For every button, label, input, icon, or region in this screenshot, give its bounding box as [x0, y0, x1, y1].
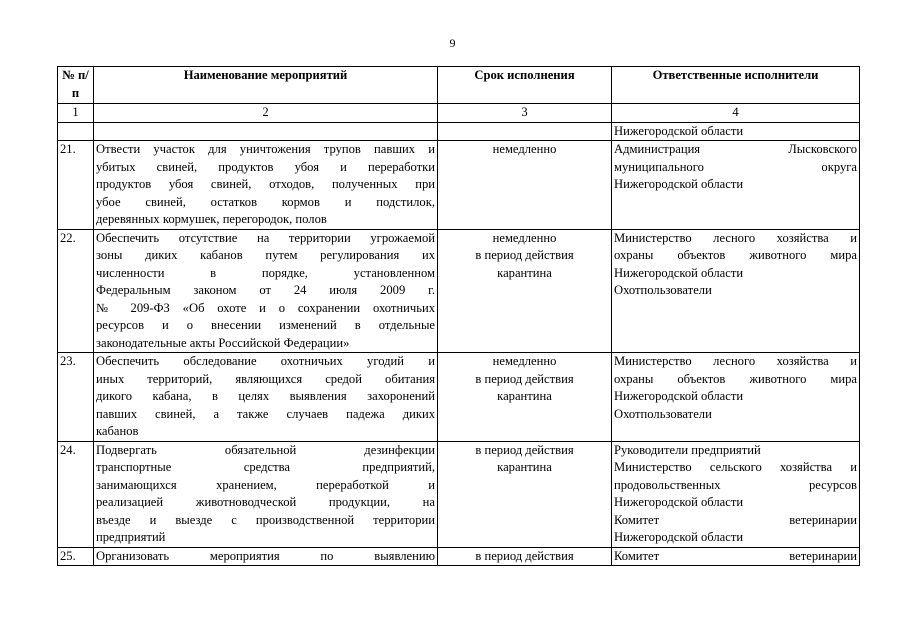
measure-name-line: ресурсов и о внесении изменений в отдельные	[96, 318, 435, 332]
responsible-line: Администрация Лысковского	[614, 142, 857, 156]
page-number: 9	[449, 36, 456, 50]
responsible-line: Комитет ветеринарии	[614, 512, 857, 527]
measure-name-line: продуктов убоя свиней, отходов, полученных при	[96, 177, 435, 191]
measure-name-line: Отвести участок для уничтожения трупов павших и	[96, 142, 435, 156]
measure-name-line: убитых свиней, продуктов убоя и переработки	[96, 159, 435, 174]
measure-name-line: Федеральным законом от 24 июля 2009 г.	[96, 283, 435, 297]
measure-name-line: зоны диких кабанов путем регулирования их	[96, 248, 435, 262]
row-number: 23.	[58, 353, 94, 442]
measure-name-line: Организовать мероприятия по выявлению	[96, 548, 435, 563]
deadline-line: в период действия	[475, 248, 574, 262]
column-index: 1	[58, 104, 94, 123]
responsible	[612, 441, 860, 547]
responsible-line: Нижегородской области	[614, 495, 744, 509]
measure-name	[94, 141, 438, 230]
deadline	[438, 353, 612, 442]
continuation-row	[58, 122, 860, 141]
deadline-line: карантина	[497, 460, 552, 474]
measure-name-line: законодательные акты Российской Федерации»	[96, 335, 350, 350]
table-row	[58, 353, 860, 442]
measure-name-line: убое свиней, остатков кормов и подстилок,	[96, 194, 435, 209]
responsible	[612, 141, 860, 230]
header-row	[58, 67, 860, 104]
responsible-line: Министерство лесного хозяйства и	[614, 354, 857, 368]
responsible	[612, 353, 860, 442]
deadline	[438, 441, 612, 547]
responsible-line: Нижегородской области	[614, 530, 744, 544]
measure-name-line: № 209-ФЗ «Об охоте и о сохранении охотничьих	[96, 300, 435, 315]
responsible	[612, 229, 860, 353]
measure-name	[94, 229, 438, 353]
measure-name	[94, 441, 438, 547]
deadline-line: немедленно	[492, 354, 557, 368]
responsible-line: Министерство лесного хозяйства и	[614, 230, 857, 245]
column-index: 3	[438, 104, 612, 123]
responsible-line: муниципального округа	[614, 159, 857, 174]
continuation-resp: Нижегородской области	[612, 122, 860, 141]
responsible-line: Комитет ветеринарии	[614, 548, 857, 563]
measure-name-line: дикого кабана, в целях выявления захоронений	[96, 389, 435, 403]
measure-name-line: Обеспечить отсутствие на территории угрожаемой	[96, 230, 435, 245]
deadline	[438, 141, 612, 230]
measure-name	[94, 547, 438, 566]
responsible-line: Нижегородской области	[614, 265, 744, 280]
deadline	[438, 229, 612, 353]
measures-table	[57, 66, 860, 566]
deadline-line: карантина	[497, 389, 552, 403]
deadline-line: в период действия	[475, 548, 574, 563]
deadline-line: немедленно	[492, 230, 557, 245]
responsible-line: Охотпользователи	[614, 406, 712, 421]
responsible-line: охраны объектов животного мира	[614, 248, 857, 262]
deadline-line: карантина	[497, 265, 552, 280]
header-num: № п/п	[58, 67, 94, 104]
responsible	[612, 547, 860, 566]
responsible-line: Руководители предприятий	[614, 442, 761, 457]
header-name: Наименование мероприятий	[94, 67, 438, 104]
header-resp: Ответственные исполнители	[612, 67, 860, 104]
row-number: 25.	[58, 547, 94, 566]
measure-name-line: иных территорий, являющихся средой обитания	[96, 371, 435, 386]
measure-name-line: деревянных кормушек, перегородок, полов	[96, 212, 327, 226]
responsible-line: охраны объектов животного мира	[614, 371, 857, 386]
column-index: 2	[94, 104, 438, 123]
deadline-line: в период действия	[475, 371, 574, 386]
measure-name-line: Подвергать обязательной дезинфекции	[96, 442, 435, 457]
responsible-line: Нижегородской области	[614, 389, 744, 403]
deadline	[438, 547, 612, 566]
responsible-line: Нижегородской области	[614, 177, 744, 191]
measure-name-line: предприятий	[96, 530, 166, 544]
measure-name-line: Обеспечить обследование охотничьих угодий и	[96, 354, 435, 368]
measure-name-line: занимающихся хранением, переработкой и	[96, 477, 435, 492]
responsible-line: Министерство сельского хозяйства и	[614, 460, 857, 474]
table-row	[58, 547, 860, 566]
deadline-line: немедленно	[492, 142, 557, 156]
row-number: 21.	[58, 141, 94, 230]
measure-name-line: численности в порядке, установленном	[96, 265, 435, 280]
row-number: 22.	[58, 229, 94, 353]
responsible-line: Охотпользователи	[614, 283, 712, 297]
header-term: Срок исполнения	[438, 67, 612, 104]
measure-name-line: транспортные средства предприятий,	[96, 460, 435, 474]
column-index-row	[58, 104, 860, 123]
deadline-line: в период действия	[475, 442, 574, 457]
column-index: 4	[612, 104, 860, 123]
row-number: 24.	[58, 441, 94, 547]
table-row	[58, 441, 860, 547]
measure-name-line: реализацией животноводческой продукции, на	[96, 495, 435, 509]
table-row	[58, 229, 860, 353]
measure-name-line: павших свиней, а также случаев падежа диких	[96, 406, 435, 421]
table-row	[58, 141, 860, 230]
measure-name	[94, 353, 438, 442]
responsible-line: продовольственных ресурсов	[614, 477, 857, 492]
measure-name-line: кабанов	[96, 424, 139, 438]
measure-name-line: въезде и выезде с производственной территории	[96, 512, 435, 527]
